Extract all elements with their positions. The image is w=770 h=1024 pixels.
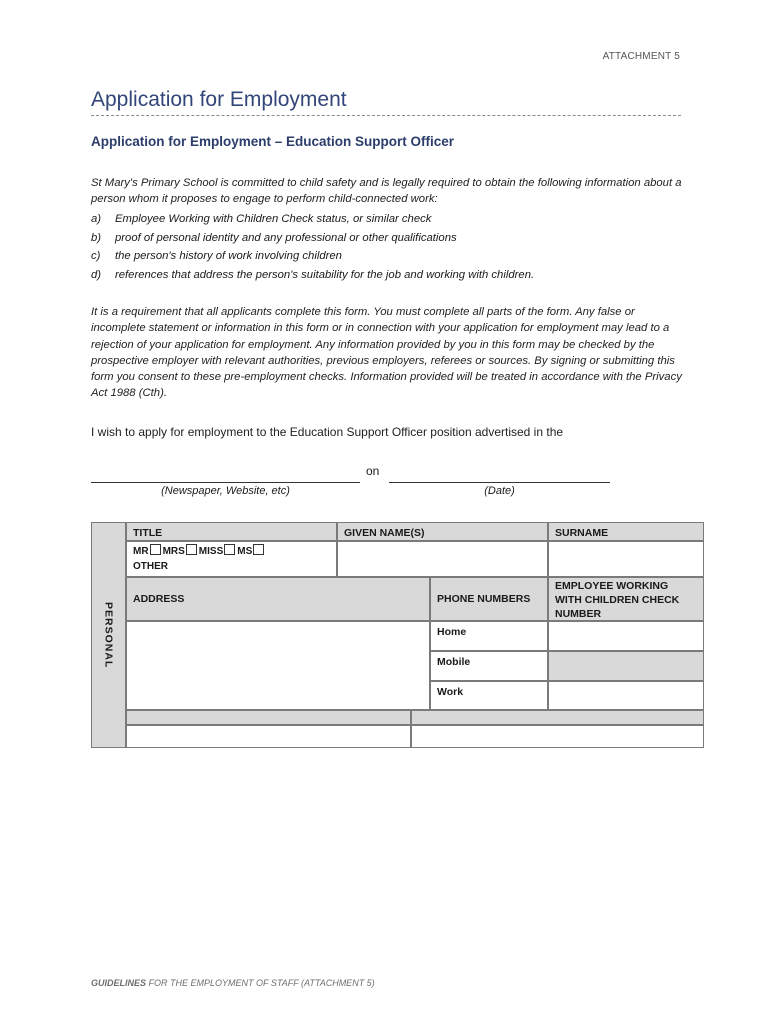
wwcc-number-input[interactable] [548, 621, 704, 651]
phone-home-label: Home [430, 621, 548, 651]
wwcc-number-header: EMPLOYEE WORKING WITH CHILDREN CHECK NUMBER [548, 577, 704, 621]
title-option-label: MRS [162, 546, 185, 557]
footer-bold: GUIDELINES [91, 978, 147, 988]
surname-input[interactable] [548, 541, 704, 577]
phone-work-input[interactable] [548, 681, 704, 710]
advertised-date-field[interactable] [389, 482, 610, 483]
checkbox-mrs[interactable] [186, 544, 197, 555]
on-label: on [366, 464, 380, 478]
phone-mobile-label: Mobile [430, 651, 548, 681]
checkbox-mr[interactable] [150, 544, 161, 555]
source-caption: (Newspaper, Website, etc) [161, 485, 290, 497]
surname-header: SURNAME [548, 522, 704, 541]
requirement-paragraph: It is a requirement that all applicants complete this form. You must complete all parts of the form. Any false or incomplete statement or information in this form or in connection with your application for employment may lead to a rejection of your application for employment. Any information provided by you in this form may be checked by the prospective employer with relevant authorities, previous employers, referees or sources. By signing or submitting this form you consent to these pre-employment checks. Information provided will be treated in accordance with the Privacy Act 1988 (Cth). [91, 306, 682, 400]
list-item [91, 247, 691, 266]
blank-header-left [126, 710, 411, 725]
blank-input-right[interactable] [411, 725, 704, 748]
advertised-source-field[interactable] [91, 482, 360, 483]
title-option-ms[interactable] [237, 546, 266, 557]
blank-input-left[interactable] [126, 725, 411, 748]
title-option-miss[interactable] [199, 546, 237, 557]
page-title: Application for Employment [91, 88, 347, 111]
phone-work-label: Work [430, 681, 548, 710]
list-item-letter: c) [91, 250, 101, 263]
page-footer [91, 978, 375, 988]
checkbox-ms[interactable] [253, 544, 264, 555]
attachment-label: ATTACHMENT 5 [602, 51, 680, 62]
title-option-label: MS [237, 546, 253, 557]
list-item-letter: b) [91, 231, 102, 244]
title-option-mrs[interactable] [163, 546, 199, 557]
title-options-cell [126, 541, 337, 577]
list-item-text: references that address the person's suitability for the job and working with children. [115, 268, 535, 281]
checkbox-miss[interactable] [224, 544, 235, 555]
address-header: ADDRESS [126, 577, 430, 621]
title-divider [91, 115, 681, 116]
title-header: TITLE [126, 522, 337, 541]
apply-statement: I wish to apply for employment to the Education Support Officer position advertised in the [91, 425, 564, 439]
list-item-text: Employee Working with Children Check status, or similar check [115, 213, 432, 225]
intro-paragraph: St Mary's Primary School is committed to child safety and is legally required to obtain the following information about a person whom it proposes to engage to perform child-connected work: [91, 177, 682, 206]
given-names-header: GIVEN NAME(S) [337, 522, 548, 541]
personal-section-label: PERSONAL [91, 522, 126, 748]
list-item [91, 229, 691, 248]
requirements-list [91, 210, 691, 284]
shaded-cell [548, 651, 704, 681]
footer-text: FOR THE EMPLOYMENT OF STAFF (ATTACHMENT 5) [146, 978, 375, 988]
form-subtitle: Application for Employment – Education Support Officer [91, 134, 455, 149]
blank-header-right [411, 710, 704, 725]
list-item-text: proof of personal identity and any professional or other qualifications [115, 231, 457, 244]
phone-numbers-header: PHONE NUMBERS [430, 577, 548, 621]
date-caption: (Date) [484, 485, 515, 497]
list-item-letter: d) [91, 268, 102, 281]
list-item [91, 266, 691, 285]
list-item-letter: a) [91, 213, 102, 225]
title-other-label[interactable]: OTHER [133, 561, 168, 572]
given-names-input[interactable] [337, 541, 548, 577]
title-option-mr[interactable] [133, 546, 163, 557]
address-input[interactable] [126, 621, 430, 710]
title-option-label: MR [133, 546, 149, 557]
list-item [91, 210, 691, 229]
title-option-label: MISS [198, 546, 224, 557]
list-item-text: the person's history of work involving children [115, 250, 342, 263]
